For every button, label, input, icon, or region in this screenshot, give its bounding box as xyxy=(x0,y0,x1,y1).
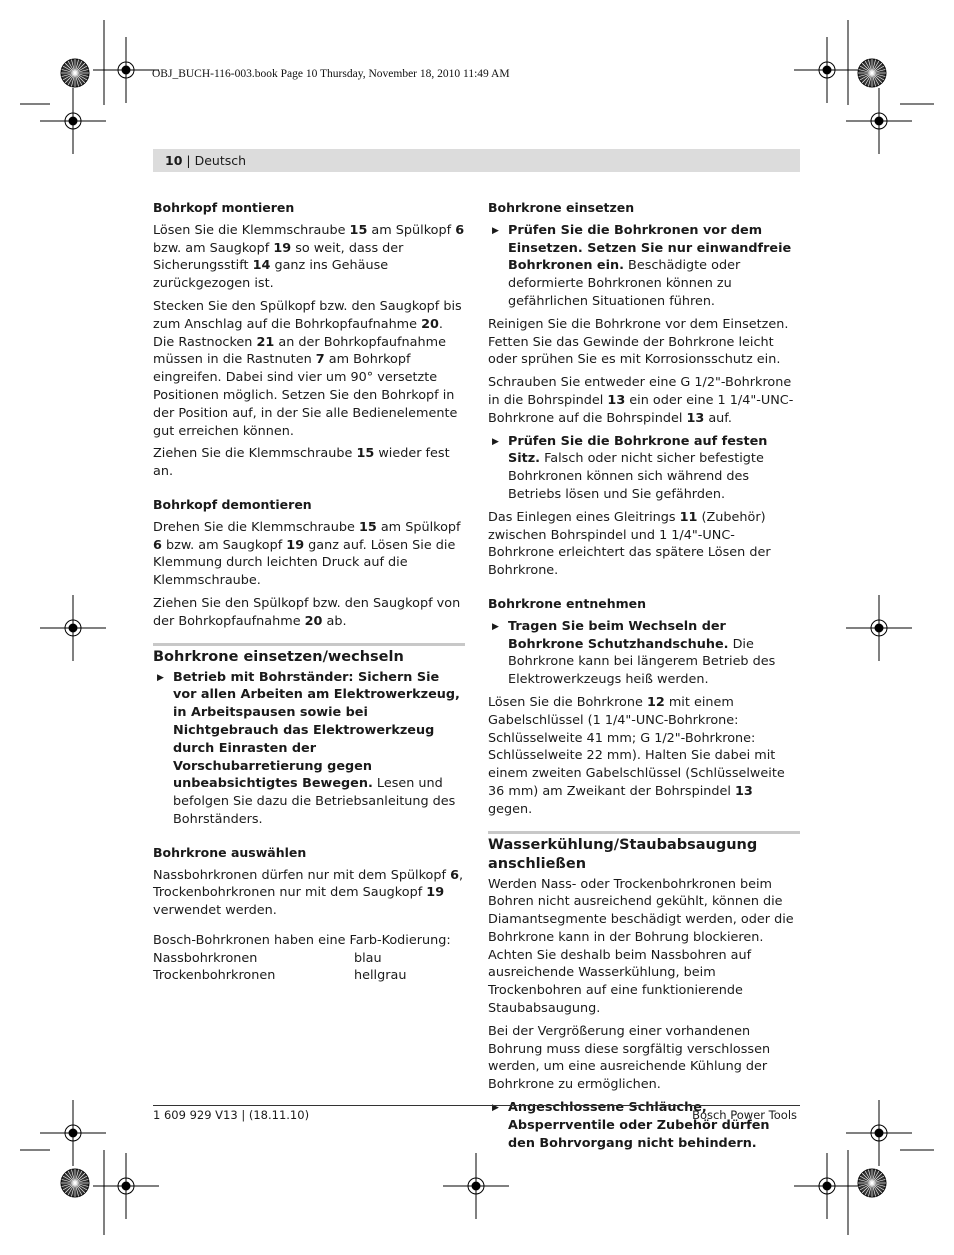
book-slug: OBJ_BUCH-116-003.book Page 10 Thursday, November 18, 2010 11:49 AM xyxy=(152,68,510,80)
reference-number: 15 xyxy=(349,222,368,238)
reference-number: 15 xyxy=(356,446,375,462)
reference-number: 6 xyxy=(455,222,465,238)
reference-number: 21 xyxy=(256,334,275,350)
reference-number: 6 xyxy=(153,537,162,553)
paragraph-kuehlung: Werden Nass- oder Trockenbohrkronen beim Bohren nicht ausreichend gekühlt, können die Diamantsegmente beschädigt werden, oder die Bohrkrone kann in der Bohrung blockieren. Achten Sie deshalb beim Nassbohren auf ausreichende Wasserkühlung, beim Trockenbohren auf eine funktionierende Staubabsaugung. xyxy=(488,876,794,1017)
paragraph-montieren-2: Stecken Sie den Spülkopf bzw. den Saugkopf bis zum Anschlag auf die Bohrkopfaufnahme 20. Die Rastnocken 21 an der Bohrkopfaufnahme müssen in die Rastnuten 7 am Bohrkopf eingreifen. Dabei sind vier um 90° versetzte Positionen möglich. Setzen Sie den Bohrkopf in der Position auf, in der Sie alle Bedienelemente gut erreichen können. xyxy=(153,298,462,439)
reference-number: 13 xyxy=(686,410,705,426)
warning-triangle-icon: ▶ xyxy=(492,436,499,447)
reference-number: 11 xyxy=(679,509,698,525)
reference-number: 20 xyxy=(421,316,439,332)
paragraph-demontieren-1: Drehen Sie die Klemmschraube 15 am Spülkopf 6 bzw. am Saugkopf 19 ganz auf. Lösen Sie die Klemmung durch leichten Druck auf die Klemmschraube. xyxy=(153,519,461,589)
heading-bohrkopf-demontieren: Bohrkopf demontieren xyxy=(153,496,312,512)
paragraph-loesen-bohrkrone: Lösen Sie die Bohrkrone 12 mit einem Gabelschlüssel (1 1/4"-UNC-Bohrkrone: Schlüsselweite 41 mm; G 1/2"-Bohrkrone: Schlüsselweite 22 mm). Halten Sie dabei mit einem zweiten Gabelschlüssel (Schlüsselweite 36 mm) am Zweikant der Bohrspindel 13 gegen. xyxy=(488,694,785,817)
section-heading-wasserkuehlung: Wasserkühlung/Staubabsaugung anschließen xyxy=(488,831,800,874)
reference-number: 19 xyxy=(286,537,305,553)
color-row-nass: Nassbohrkronen blau xyxy=(153,950,382,966)
paragraph-demontieren-2: Ziehen Sie den Spülkopf bzw. den Saugkopf von der Bohrkopfaufnahme 20 ab. xyxy=(153,595,461,629)
reference-number: 13 xyxy=(607,392,626,408)
paragraph-montieren-3: Ziehen Sie die Klemmschraube 15 wieder fest an. xyxy=(153,446,450,480)
page-header xyxy=(153,149,800,172)
reference-number: 12 xyxy=(646,694,665,710)
warning-pruefen-bohrkronen: ▶ Prüfen Sie die Bohrkronen vor dem Einsetzen. Setzen Sie nur einwandfreie Bohrkronen ein. Beschädigte oder deformierte Bohrkronen können zu gefährlichen Situationen führen. xyxy=(492,222,792,309)
page-number: 10 xyxy=(165,153,183,168)
footer-doc-number: 1 609 929 V13 | (18.11.10) xyxy=(153,1108,310,1122)
heading-bohrkrone-einsetzen: Bohrkrone einsetzen xyxy=(488,200,635,215)
reference-number: 14 xyxy=(252,258,271,274)
paragraph-gleitring: Das Einlegen eines Gleitrings 11 (Zubehör) zwischen Bohrspindel und 1 1/4"-UNC-Bohrkrone erleichtert das spätere Lösen der Bohrkrone. xyxy=(488,509,771,579)
left-column xyxy=(153,199,465,985)
reference-number: 13 xyxy=(734,783,753,799)
paragraph-farbkodierung: Bosch-Bohrkronen haben eine Farb-Kodierung: xyxy=(153,932,451,948)
warning-schlaeuche: ▶ Angeschlossene Schläuche, Absperrventile oder Zubehör dürfen den Bohrvorgang nicht behindern. xyxy=(492,1100,770,1151)
warning-fester-sitz: ▶ Prüfen Sie die Bohrkrone auf festen Sitz. Falsch oder nicht sicher befestigte Bohrkronen können sich während des Betriebs lösen und Sie gefährden. xyxy=(492,433,768,502)
warning-triangle-icon: ▶ xyxy=(492,225,499,236)
paragraph-auswaehlen-1: Nassbohrkronen dürfen nur mit dem Spülkopf 6, Trockenbohrkronen nur mit dem Saugkopf 19 verwendet werden. xyxy=(153,867,464,919)
section-heading-bohrkrone-einsetzen-wechseln: Bohrkrone einsetzen/wechseln xyxy=(153,643,465,667)
footer-rule xyxy=(153,1105,800,1106)
footer-brand: Bosch Power Tools xyxy=(692,1108,797,1122)
reference-number: 6 xyxy=(450,867,459,883)
heading-bohrkrone-entnehmen: Bohrkrone entnehmen xyxy=(488,595,647,611)
paragraph-schrauben: Schrauben Sie entweder eine G 1/2"-Bohrkrone in die Bohrspindel 13 ein oder eine 1 1/4"-UNC-Bohrkrone auf die Bohrspindel 13 auf. xyxy=(488,375,794,426)
heading-bohrkopf-montieren: Bohrkopf montieren xyxy=(153,200,295,215)
right-column xyxy=(488,199,800,1157)
warning-schutzhandschuhe: ▶ Tragen Sie beim Wechseln der Bohrkrone Schutzhandschuhe. Die Bohrkrone kann bei längerem Betrieb des Elektrowerkzeugs heiß werden. xyxy=(492,618,776,688)
warning-triangle-icon: ▶ xyxy=(157,672,164,683)
paragraph-vergroesserung: Bei der Vergrößerung einer vorhandenen Bohrung muss diese sorgfältig verschlossen werden, um eine ausreichende Kühlung der Bohrkrone zu ermöglichen. xyxy=(488,1023,771,1093)
color-row-trocken: Trockenbohrkronen hellgrau xyxy=(153,968,407,984)
heading-bohrkrone-auswaehlen: Bohrkrone auswählen xyxy=(153,844,307,860)
warning-triangle-icon: ▶ xyxy=(492,621,499,632)
warning-triangle-icon: ▶ xyxy=(492,1103,499,1114)
reference-number: 7 xyxy=(315,352,325,368)
reference-number: 19 xyxy=(426,885,445,901)
warning-bohrstaender: ▶ Betrieb mit Bohrständer: Sichern Sie vor allen Arbeiten am Elektrowerkzeug, in Arbeitspausen sowie bei Nichtgebrauch das Elektrowerkzeug durch Einrasten der Vorschubarretierung gegen unbeabsichtigtes Bewegen. Lesen und befolgen Sie dazu die Betriebsanleitung des Bohrständers. xyxy=(157,669,460,827)
header-language: Deutsch xyxy=(194,153,247,168)
reference-number: 19 xyxy=(273,240,292,256)
reference-number: 20 xyxy=(304,613,323,629)
paragraph-montieren-1: Lösen Sie die Klemmschraube 15 am Spülkopf 6 bzw. am Saugkopf 19 so weit, dass der Sicherungsstift 14 ganz ins Gehäuse zurückgezogen ist. xyxy=(153,222,465,292)
header-separator: | xyxy=(182,153,195,168)
reference-number: 15 xyxy=(358,519,377,535)
paragraph-reinigen: Reinigen Sie die Bohrkrone vor dem Einsetzen. Fetten Sie das Gewinde der Bohrkrone leicht oder sprühen Sie es mit Korrosionsschutz ein. xyxy=(488,316,789,368)
